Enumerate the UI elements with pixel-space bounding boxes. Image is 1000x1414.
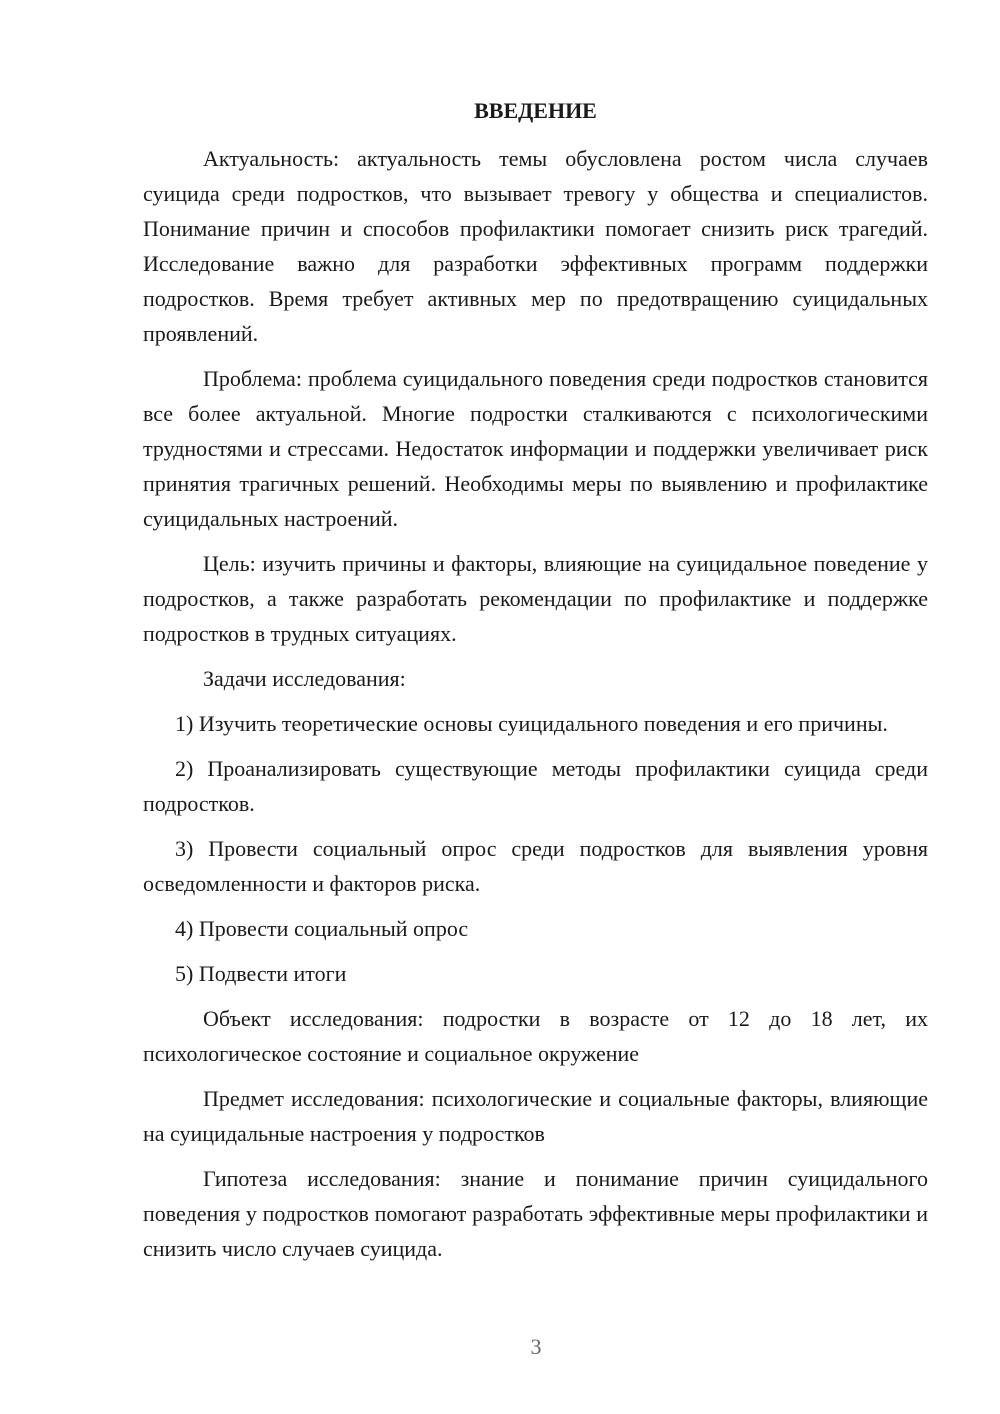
task-item-5: 5) Подвести итоги [175, 961, 347, 986]
goal-paragraph: Цель: изучить причины и факторы, влияющие на суицидальное поведение у подростков, а также разработать рекомендации по профилактике и поддержке подростков в трудных ситуациях. [143, 551, 928, 646]
tasks-list [143, 706, 928, 991]
object-paragraph: Объект исследования: подростки в возрасте от 12 до 18 лет, их психологическое состояние и социальное окружение [143, 1006, 928, 1066]
relevance-paragraph: Актуальность: актуальность темы обусловлена ростом числа случаев суицида среди подростков, что вызывает тревогу у общества и специалистов. Понимание причин и способов профилактики помогает снизить риск трагедий. Исследование важно для разработки эффективных программ поддержки подростков. Время требует активных мер по предотвращению суицидальных проявлений. [143, 146, 928, 346]
section-title: ВВЕДЕНИЕ [474, 98, 597, 123]
document-body [143, 96, 928, 1276]
task-item-2: 2) Проанализировать существующие методы профилактики суицида среди подростков. [143, 756, 928, 816]
subject-paragraph: Предмет исследования: психологические и социальные факторы, влияющие на суицидальные настроения у подростков [143, 1086, 928, 1146]
tasks-label: Задачи исследования: [203, 666, 406, 691]
problem-paragraph: Проблема: проблема суицидального поведения среди подростков становится все более актуальной. Многие подростки сталкиваются с психологическими трудностями и стрессами. Недостаток информации и поддержки увеличивает риск принятия трагичных решений. Необходимы меры по выявлению и профилактике суицидальных настроений. [143, 366, 928, 531]
page-number: 3 [530, 1334, 542, 1359]
task-item-4: 4) Провести социальный опрос [175, 916, 469, 941]
hypothesis-paragraph: Гипотеза исследования: знание и понимание причин суицидального поведения у подростков помогают разработать эффективные меры профилактики и снизить число случаев суицида. [143, 1166, 928, 1261]
task-item-3: 3) Провести социальный опрос среди подростков для выявления уровня осведомленности и факторов риска. [143, 836, 928, 896]
task-item-1: 1) Изучить теоретические основы суицидального поведения и его причины. [175, 711, 888, 736]
